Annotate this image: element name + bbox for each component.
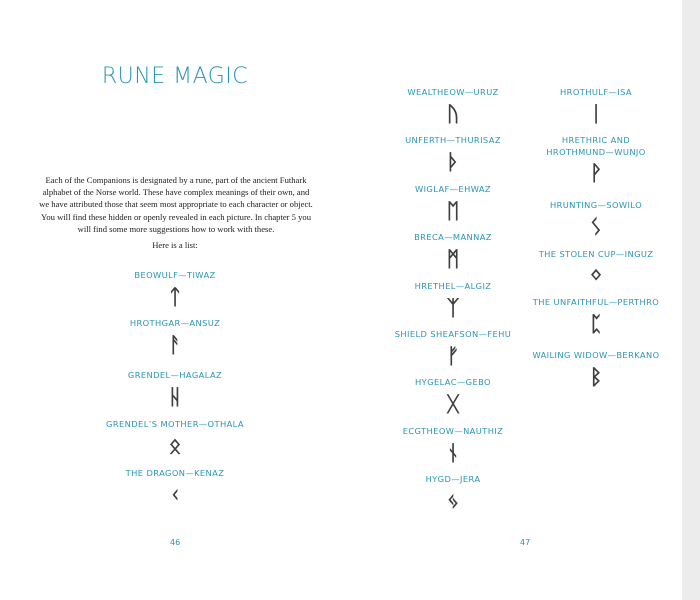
page-edge-strip	[682, 0, 700, 600]
rune-entry-unfaithful	[520, 297, 672, 336]
perthro-rune-icon: ᛈ	[589, 311, 603, 336]
rune-label: WEALTHEOW—URUZ	[407, 87, 499, 97]
intro-paragraph: Each of the Companions is designated by a rune, part of the ancient Futhark alphabet of the Norse world. These have complex meanings of their own, and we have attributed those that seem most appropriate to each character or object. You will find these hidden or openly revealed in each picture. In chapter 5 you will find some more suggestions how to work with these.	[39, 175, 313, 234]
rune-label: GRENDEL—HAGALAZ	[127, 370, 223, 380]
wunjo-rune-icon: ᚹ	[589, 161, 603, 185]
rune-label: BRECA—MANNAZ	[414, 232, 492, 242]
rune-entry-stolen-cup	[520, 249, 672, 288]
rune-entry-hrethel	[376, 281, 530, 320]
fehu-rune-icon: ᚠ	[446, 343, 460, 368]
rune-label: HYGD—JERA	[425, 474, 481, 484]
rune-label: HYGELAC—GEBO	[415, 377, 491, 387]
rune-label: THE DRAGON—KENAZ	[125, 468, 225, 478]
isa-rune-icon: ᛁ	[589, 101, 603, 126]
ehwaz-rune-icon: ᛖ	[446, 198, 460, 223]
rune-label: HRETHEL—ALGIZ	[414, 281, 492, 291]
rune-label-line1: HRETHRIC AND	[561, 135, 631, 145]
rune-label: BEOWULF—TIWAZ	[134, 270, 216, 280]
rune-entry-hrothgar	[95, 318, 255, 357]
mannaz-rune-icon: ᛗ	[446, 246, 460, 271]
rune-entry-dragon	[95, 468, 255, 507]
thurisaz-rune-icon: ᚦ	[446, 149, 460, 174]
jera-rune-icon: ᛃ	[446, 488, 460, 513]
uruz-rune-icon: ᚢ	[446, 101, 460, 126]
page-title: RUNE MAGIC	[101, 64, 249, 89]
rune-entry-grendel	[95, 370, 255, 409]
rune-label: UNFERTH—THURISAZ	[405, 135, 501, 145]
rune-label: HROTHGAR—ANSUZ	[129, 318, 221, 328]
rune-entry-hrethric-hrothmund	[520, 135, 672, 185]
gebo-rune-icon: ᚷ	[446, 391, 460, 416]
inguz-rune-icon: ᛜ	[589, 263, 603, 288]
list-label: Here is a list:	[152, 240, 198, 250]
page-number-left: 46	[170, 538, 181, 547]
rune-entry-shield-sheafson	[376, 329, 530, 368]
rune-entry-wailing-widow	[520, 350, 672, 389]
rune-entry-unferth	[376, 135, 530, 174]
hagalaz-rune-icon: ᚺ	[168, 384, 182, 409]
sowilo-rune-icon: ᛊ	[589, 214, 603, 239]
rune-entry-hygd	[376, 474, 530, 513]
rune-entry-beowulf	[95, 270, 255, 309]
rune-label: GRENDEL’S MOTHER—OTHALA	[106, 419, 244, 429]
rune-entry-wiglaf	[376, 184, 530, 223]
ansuz-rune-icon: ᚨ	[168, 332, 182, 357]
rune-label: WIGLAF—EHWAZ	[414, 184, 492, 194]
rune-label: THE STOLEN CUP—INGUZ	[538, 249, 654, 259]
rune-entry-hrothulf	[520, 87, 672, 126]
nauthiz-rune-icon: ᚾ	[446, 440, 460, 465]
rune-label: SHIELD SHEAFSON—FEHU	[394, 329, 512, 339]
page-number-right: 47	[520, 538, 531, 547]
rune-entry-ecgtheow	[376, 426, 530, 465]
rune-entry-wealtheow	[376, 87, 530, 126]
rune-entry-hygelac	[376, 377, 530, 416]
tiwaz-rune-icon: ᛏ	[168, 284, 182, 309]
othala-rune-icon: ᛟ	[168, 433, 182, 458]
rune-entry-grendels-mother	[80, 419, 270, 458]
berkano-rune-icon: ᛒ	[589, 364, 603, 389]
rune-entry-hrunting	[520, 200, 672, 239]
rune-label: THE UNFAITHFUL—PERTHRO	[532, 297, 660, 307]
rune-label-line2: HROTHMUND—WUNJO	[546, 146, 646, 157]
rune-label: WAILING WIDOW—BERKANO	[532, 350, 660, 360]
rune-label: ECGTHEOW—NAUTHIZ	[402, 426, 504, 436]
algiz-rune-icon: ᛉ	[446, 295, 460, 320]
rune-entry-breca	[376, 232, 530, 271]
rune-label: HRUNTING—SOWILO	[549, 200, 643, 210]
rune-label: HROTHULF—ISA	[560, 87, 632, 97]
kenaz-rune-icon: ᚲ	[168, 482, 182, 507]
